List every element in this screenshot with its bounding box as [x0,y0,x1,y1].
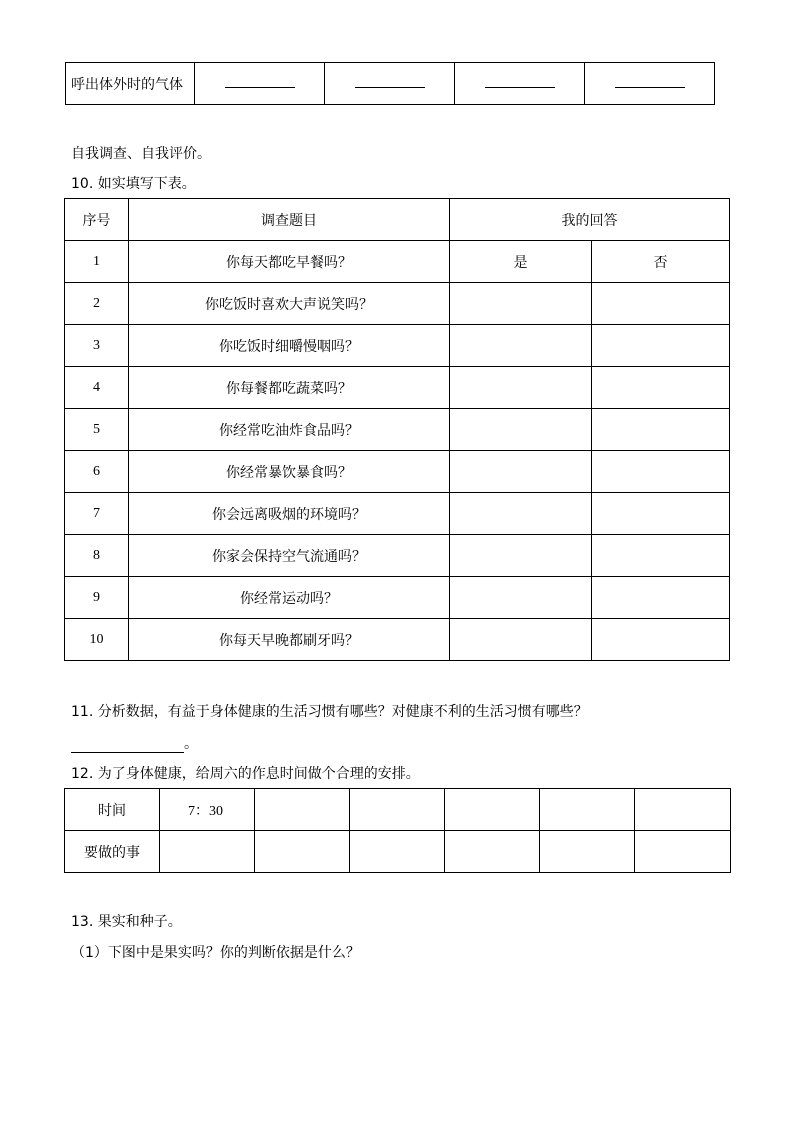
row-index: 3 [65,325,129,367]
row-question: 你经常暴饮暴食吗？ [129,451,450,493]
q11-prompt: 11. 分析数据，有益于身体健康的生活习惯有哪些？对健康不利的生活习惯有哪些？ [71,704,588,720]
row-question: 你经常吃油炸食品吗？ [129,409,450,451]
no-cell[interactable] [592,493,730,535]
q11-answer-line [71,733,198,753]
no-cell[interactable] [592,367,730,409]
answer-blank[interactable] [195,63,325,105]
no-cell[interactable] [592,619,730,661]
todo-cell[interactable] [540,831,635,873]
gas-table [65,62,715,105]
time-label: 时间 [65,789,160,831]
table-row [65,409,730,451]
yes-cell[interactable] [450,367,592,409]
no-cell[interactable] [592,325,730,367]
row-question: 你吃饭时喜欢大声说笑吗？ [129,283,450,325]
table-row [65,577,730,619]
row-index: 9 [65,577,129,619]
row-question: 你每餐都吃蔬菜吗？ [129,367,450,409]
end-mark: 。 [184,736,198,752]
survey-table [64,198,730,661]
row-question: 你吃饭时细嚼慢咽吗？ [129,325,450,367]
row-index: 7 [65,493,129,535]
row-question: 你每天早晚都刷牙吗？ [129,619,450,661]
time-cell[interactable] [635,789,731,831]
time-value: 7：30 [160,789,255,831]
table-row [65,831,731,873]
yes-cell[interactable] [450,535,592,577]
schedule-table [64,788,731,873]
yes-cell[interactable] [450,577,592,619]
table-row [65,789,731,831]
time-cell[interactable] [350,789,445,831]
row-index: 5 [65,409,129,451]
todo-cell[interactable] [160,831,255,873]
q13-prompt: 13. 果实和种子。 [71,914,182,930]
table-row [66,63,715,105]
no-cell[interactable] [592,577,730,619]
table-row [65,535,730,577]
no-cell[interactable] [592,409,730,451]
table-row [65,493,730,535]
yes-label: 是 [450,241,592,283]
yes-cell[interactable] [450,325,592,367]
row-question: 你家会保持空气流通吗？ [129,535,450,577]
q13-sub1: （1）下图中是果实吗？你的判断依据是什么？ [71,945,360,961]
header-answer: 我的回答 [450,199,730,241]
no-cell[interactable] [592,283,730,325]
yes-cell[interactable] [450,493,592,535]
row-question: 你会远离吸烟的环境吗？ [129,493,450,535]
q12-prompt: 12. 为了身体健康，给周六的作息时间做个合理的安排。 [71,766,420,782]
no-label: 否 [592,241,730,283]
answer-blank[interactable] [71,738,184,753]
todo-cell[interactable] [255,831,350,873]
table-row [65,283,730,325]
row-index: 4 [65,367,129,409]
q10-prompt: 10. 如实填写下表。 [71,176,196,192]
yes-cell[interactable] [450,283,592,325]
answer-blank[interactable] [455,63,585,105]
table-header-row [65,199,730,241]
no-cell[interactable] [592,535,730,577]
row-question: 你每天都吃早餐吗？ [129,241,450,283]
todo-cell[interactable] [445,831,540,873]
yes-cell[interactable] [450,409,592,451]
row-question: 你经常运动吗？ [129,577,450,619]
no-cell[interactable] [592,451,730,493]
row-index: 6 [65,451,129,493]
yes-cell[interactable] [450,619,592,661]
row-index: 10 [65,619,129,661]
table-row [65,367,730,409]
todo-cell[interactable] [635,831,731,873]
yes-cell[interactable] [450,451,592,493]
row-label: 呼出体外时的气体 [66,63,195,105]
table-row [65,619,730,661]
header-question: 调查题目 [129,199,450,241]
todo-label: 要做的事 [65,831,160,873]
time-cell[interactable] [445,789,540,831]
answer-blank[interactable] [325,63,455,105]
table-row [65,451,730,493]
time-cell[interactable] [540,789,635,831]
table-row [65,325,730,367]
time-cell[interactable] [255,789,350,831]
todo-cell[interactable] [350,831,445,873]
section-heading: 自我调查、自我评价。 [71,146,211,162]
answer-blank[interactable] [585,63,715,105]
row-index: 8 [65,535,129,577]
header-index: 序号 [65,199,129,241]
row-index: 1 [65,241,129,283]
row-index: 2 [65,283,129,325]
table-row [65,241,730,283]
